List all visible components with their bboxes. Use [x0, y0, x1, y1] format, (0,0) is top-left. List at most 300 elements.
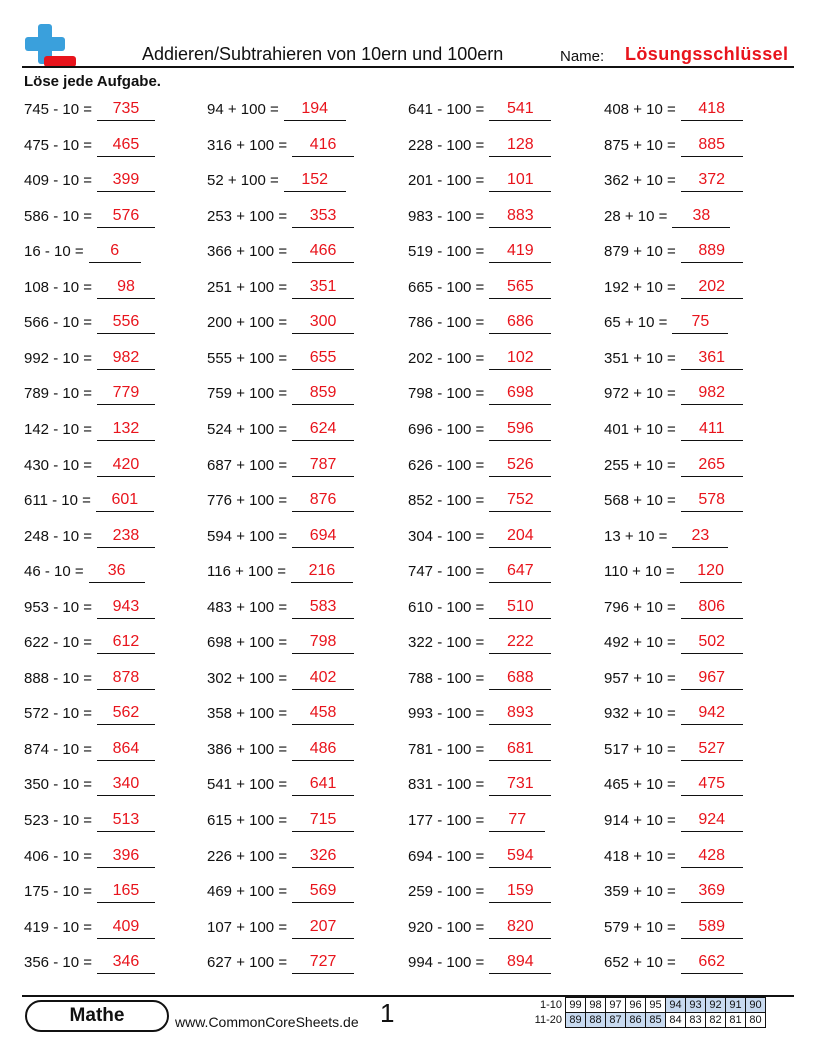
- page-title: Addieren/Subtrahieren von 10ern und 100ern: [142, 44, 504, 64]
- answer-blank[interactable]: 369: [681, 881, 743, 903]
- problem-item: [408, 915, 551, 939]
- problem-item: [207, 381, 354, 405]
- problem-equation: 366 + 100 =: [207, 243, 288, 261]
- problem-equation: 541 + 100 =: [207, 776, 288, 794]
- problem-equation: 615 + 100 =: [207, 812, 288, 829]
- problem-item: [207, 239, 354, 263]
- problem-equation: 142 - 10 =: [24, 420, 92, 438]
- answer-blank[interactable]: 36: [89, 561, 145, 583]
- score-cell: 83: [686, 1013, 706, 1028]
- answer-blank[interactable]: 526: [489, 455, 551, 477]
- score-cell: 87: [606, 1013, 626, 1028]
- problem-item: [408, 417, 551, 441]
- problem-equation: 781 - 100 =: [408, 740, 485, 758]
- problem-equation: 626 - 100 =: [408, 456, 485, 474]
- answer-blank[interactable]: 399: [97, 170, 155, 192]
- answer-blank[interactable]: 967: [681, 668, 743, 690]
- problem-item: [604, 737, 743, 761]
- answer-blank[interactable]: 420: [97, 455, 155, 477]
- problem-item: [24, 772, 155, 796]
- answer-blank[interactable]: 152: [284, 170, 346, 192]
- problem-item: [24, 737, 155, 761]
- answer-blank[interactable]: 194: [284, 99, 346, 121]
- problem-equation: 316 + 100 =: [207, 136, 288, 154]
- problem-equation: 665 - 100 =: [408, 278, 485, 296]
- answer-blank[interactable]: 681: [489, 739, 551, 761]
- problem-item: [207, 417, 354, 441]
- problem-item: [24, 381, 155, 405]
- answer-blank[interactable]: 647: [489, 561, 551, 583]
- problem-equation: 627 + 100 =: [207, 954, 288, 972]
- answer-blank[interactable]: 787: [292, 455, 354, 477]
- problem-item: [24, 453, 155, 477]
- answer-blank[interactable]: 416: [292, 135, 354, 157]
- problem-item: [604, 559, 742, 583]
- problem-item: [24, 417, 155, 441]
- problem-equation: 116 + 100 =: [207, 563, 286, 581]
- problem-item: [24, 701, 155, 725]
- problem-equation: 696 - 100 =: [408, 420, 485, 438]
- problem-item: [24, 595, 155, 619]
- problem-equation: 52 + 100 =: [207, 172, 279, 190]
- answer-blank[interactable]: 735: [97, 99, 155, 121]
- answer-blank[interactable]: 893: [489, 703, 551, 725]
- answer-blank[interactable]: 300: [292, 312, 354, 334]
- answer-blank[interactable]: 396: [97, 846, 155, 868]
- problem-item: [604, 630, 743, 654]
- problem-equation: 698 + 100 =: [207, 634, 288, 652]
- problem-item: [207, 346, 354, 370]
- score-cell: 80: [746, 1013, 766, 1028]
- problem-equation: 356 - 10 =: [24, 954, 92, 972]
- problem-item: [24, 630, 155, 654]
- answer-blank[interactable]: 562: [97, 703, 155, 725]
- problem-item: [408, 844, 551, 868]
- answer-blank[interactable]: 942: [681, 703, 743, 725]
- answer-blank[interactable]: 75: [672, 312, 728, 334]
- answer-blank[interactable]: 641: [292, 774, 354, 796]
- answer-blank[interactable]: 889: [681, 241, 743, 263]
- answer-blank[interactable]: 589: [681, 917, 743, 939]
- problem-equation: 641 - 100 =: [408, 101, 485, 118]
- problem-item: [408, 310, 551, 334]
- problem-item: [24, 559, 145, 583]
- problem-item: [207, 595, 354, 619]
- problem-item: [207, 168, 346, 192]
- problem-equation: 572 - 10 =: [24, 705, 92, 723]
- problem-item: [24, 346, 155, 370]
- answer-blank[interactable]: 204: [489, 526, 551, 548]
- problem-item: [24, 310, 155, 334]
- answer-blank[interactable]: 883: [489, 206, 551, 228]
- problem-equation: 555 + 100 =: [207, 349, 288, 367]
- problem-item: [24, 204, 155, 228]
- problem-equation: 65 + 10 =: [604, 314, 668, 332]
- answer-blank[interactable]: 77: [489, 810, 545, 832]
- answer-blank[interactable]: 120: [680, 561, 742, 583]
- problem-equation: 622 - 10 =: [24, 634, 92, 652]
- problem-item: [408, 772, 551, 796]
- problem-equation: 192 + 10 =: [604, 278, 676, 296]
- problem-item: [604, 346, 743, 370]
- problem-item: [604, 950, 743, 974]
- problem-item: [207, 950, 354, 974]
- problem-item: [604, 275, 743, 299]
- problem-equation: 524 + 100 =: [207, 420, 288, 438]
- problem-equation: 201 - 100 =: [408, 172, 485, 190]
- answer-blank[interactable]: 101: [489, 170, 551, 192]
- problem-item: [408, 630, 551, 654]
- problem-item: [207, 879, 354, 903]
- problem-equation: 401 + 10 =: [604, 420, 676, 438]
- score-cell: 93: [686, 998, 706, 1013]
- problem-equation: 177 - 100 =: [408, 812, 485, 829]
- problem-item: [604, 97, 743, 121]
- answer-blank[interactable]: 502: [681, 632, 743, 654]
- problem-item: [24, 97, 155, 121]
- name-label: Name:: [560, 48, 605, 65]
- problem-item: [24, 239, 141, 263]
- problem-equation: 879 + 10 =: [604, 243, 676, 261]
- answer-blank[interactable]: 458: [292, 703, 354, 725]
- score-cell: 81: [726, 1013, 746, 1028]
- brand-badge: Mathe: [25, 1000, 169, 1032]
- problem-equation: 579 + 10 =: [604, 918, 676, 936]
- answer-blank[interactable]: 694: [292, 526, 354, 548]
- problem-item: [24, 168, 155, 192]
- problem-item: [408, 346, 551, 370]
- problem-item: [604, 844, 743, 868]
- answer-blank[interactable]: 859: [292, 383, 354, 405]
- problem-equation: 469 + 100 =: [207, 883, 288, 901]
- problem-equation: 796 + 10 =: [604, 598, 676, 616]
- answer-blank[interactable]: 340: [97, 774, 155, 796]
- problem-equation: 652 + 10 =: [604, 954, 676, 972]
- page-number: 1: [380, 998, 395, 1028]
- problem-item: [604, 310, 728, 334]
- problem-item: [408, 204, 551, 228]
- problem-equation: 94 + 100 =: [207, 101, 279, 118]
- answer-blank[interactable]: 372: [681, 170, 743, 192]
- answer-blank[interactable]: 569: [292, 881, 354, 903]
- answer-blank[interactable]: 583: [292, 597, 354, 619]
- problem-equation: 430 - 10 =: [24, 456, 92, 474]
- problem-item: [604, 808, 743, 832]
- answer-blank[interactable]: 943: [97, 597, 155, 619]
- problem-equation: 418 + 10 =: [604, 847, 676, 865]
- problem-item: [408, 275, 551, 299]
- problem-equation: 914 + 10 =: [604, 812, 676, 829]
- score-cell: 91: [726, 998, 746, 1013]
- answer-blank[interactable]: 159: [489, 881, 551, 903]
- problem-item: [207, 559, 353, 583]
- answer-blank[interactable]: 465: [97, 135, 155, 157]
- problem-equation: 46 - 10 =: [24, 563, 84, 581]
- answer-blank[interactable]: 326: [292, 846, 354, 868]
- answer-blank[interactable]: 466: [292, 241, 354, 263]
- problem-item: [207, 453, 354, 477]
- answer-blank[interactable]: 662: [681, 952, 743, 974]
- problem-equation: 517 + 10 =: [604, 740, 676, 758]
- problem-item: [207, 275, 354, 299]
- score-row-label: 11-20: [534, 1014, 562, 1026]
- answer-blank[interactable]: 541: [489, 99, 551, 121]
- answer-blank[interactable]: 98: [97, 277, 155, 299]
- problem-equation: 108 - 10 =: [24, 278, 92, 296]
- answer-blank[interactable]: 207: [292, 917, 354, 939]
- score-cell: 98: [586, 998, 606, 1013]
- problem-item: [207, 524, 354, 548]
- answer-blank[interactable]: 806: [681, 597, 743, 619]
- answer-blank[interactable]: 578: [681, 490, 743, 512]
- problem-equation: 386 + 100 =: [207, 740, 288, 758]
- answer-blank[interactable]: 102: [489, 348, 551, 370]
- problem-item: [408, 879, 551, 903]
- problem-equation: 831 - 100 =: [408, 776, 485, 794]
- problem-equation: 248 - 10 =: [24, 527, 92, 545]
- score-cell: 90: [746, 998, 766, 1013]
- problem-item: [408, 559, 551, 583]
- problem-item: [604, 524, 728, 548]
- problem-item: [207, 772, 354, 796]
- answer-blank[interactable]: 402: [292, 668, 354, 690]
- problem-item: [207, 133, 354, 157]
- problem-item: [207, 204, 354, 228]
- answer-blank[interactable]: 527: [681, 739, 743, 761]
- problem-equation: 255 + 10 =: [604, 456, 676, 474]
- problem-equation: 304 - 100 =: [408, 527, 485, 545]
- answer-blank[interactable]: 411: [681, 419, 743, 441]
- answer-blank[interactable]: 779: [97, 383, 155, 405]
- score-cell: 84: [666, 1013, 686, 1028]
- problem-equation: 789 - 10 =: [24, 385, 92, 403]
- problem-item: [408, 737, 551, 761]
- problem-equation: 492 + 10 =: [604, 634, 676, 652]
- problem-item: [604, 417, 743, 441]
- answer-blank[interactable]: 513: [97, 810, 155, 832]
- problem-item: [408, 488, 551, 512]
- score-cell: 89: [566, 1013, 586, 1028]
- problem-equation: 175 - 10 =: [24, 883, 92, 901]
- score-table: [526, 997, 766, 1028]
- problem-equation: 745 - 10 =: [24, 101, 92, 118]
- answer-blank[interactable]: 6: [89, 241, 141, 263]
- problem-item: [604, 204, 730, 228]
- answer-blank[interactable]: 612: [97, 632, 155, 654]
- problem-equation: 776 + 100 =: [207, 492, 288, 510]
- score-row: [526, 1013, 766, 1028]
- problem-item: [207, 701, 354, 725]
- problem-equation: 586 - 10 =: [24, 207, 92, 225]
- answer-blank[interactable]: 624: [292, 419, 354, 441]
- problem-item: [207, 488, 354, 512]
- answer-blank[interactable]: 876: [292, 490, 354, 512]
- problem-equation: 888 - 10 =: [24, 669, 92, 687]
- problem-equation: 351 + 10 =: [604, 349, 676, 367]
- answer-blank[interactable]: 594: [489, 846, 551, 868]
- answer-blank[interactable]: 715: [292, 810, 354, 832]
- answer-blank[interactable]: 565: [489, 277, 551, 299]
- problem-equation: 786 - 100 =: [408, 314, 485, 332]
- problem-item: [24, 950, 155, 974]
- problem-equation: 932 + 10 =: [604, 705, 676, 723]
- answer-blank[interactable]: 576: [97, 206, 155, 228]
- problem-equation: 993 - 100 =: [408, 705, 485, 723]
- problem-equation: 253 + 100 =: [207, 207, 288, 225]
- problem-item: [24, 915, 155, 939]
- problem-item: [207, 630, 354, 654]
- problem-item: [408, 808, 545, 832]
- answer-blank[interactable]: 510: [489, 597, 551, 619]
- problem-item: [408, 950, 551, 974]
- problem-equation: 251 + 100 =: [207, 278, 288, 296]
- problem-equation: 302 + 100 =: [207, 669, 288, 687]
- problem-item: [408, 97, 551, 121]
- answer-blank[interactable]: 238: [97, 526, 155, 548]
- answer-blank[interactable]: 556: [97, 312, 155, 334]
- problem-equation: 226 + 100 =: [207, 847, 288, 865]
- problem-item: [604, 666, 743, 690]
- answer-blank[interactable]: 752: [489, 490, 551, 512]
- answer-blank[interactable]: 596: [489, 419, 551, 441]
- problem-equation: 408 + 10 =: [604, 101, 676, 118]
- website-link[interactable]: www.CommonCoreSheets.de: [175, 1014, 359, 1030]
- problem-item: [408, 595, 551, 619]
- problem-item: [408, 239, 551, 263]
- answer-blank[interactable]: 698: [489, 383, 551, 405]
- answer-blank[interactable]: 409: [97, 917, 155, 939]
- problem-equation: 200 + 100 =: [207, 314, 288, 332]
- answer-blank[interactable]: 165: [97, 881, 155, 903]
- problem-equation: 475 - 10 =: [24, 136, 92, 154]
- answer-blank[interactable]: 688: [489, 668, 551, 690]
- answer-blank[interactable]: 38: [672, 206, 730, 228]
- problem-item: [408, 381, 551, 405]
- problem-equation: 350 - 10 =: [24, 776, 92, 794]
- problem-equation: 107 + 100 =: [207, 918, 288, 936]
- answer-blank[interactable]: 486: [292, 739, 354, 761]
- score-cell: 99: [566, 998, 586, 1013]
- problem-item: [604, 772, 743, 796]
- answer-blank[interactable]: 864: [97, 739, 155, 761]
- score-cell: 94: [666, 998, 686, 1013]
- problem-item: [24, 844, 155, 868]
- answer-blank[interactable]: 428: [681, 846, 743, 868]
- score-cell: 86: [626, 1013, 646, 1028]
- problem-equation: 409 - 10 =: [24, 172, 92, 190]
- problem-equation: 568 + 10 =: [604, 492, 676, 510]
- answer-blank[interactable]: 351: [292, 277, 354, 299]
- problem-equation: 992 - 10 =: [24, 349, 92, 367]
- answer-blank[interactable]: 202: [681, 277, 743, 299]
- answer-blank[interactable]: 23: [672, 526, 728, 548]
- problem-equation: 920 - 100 =: [408, 918, 485, 936]
- answer-blank[interactable]: 727: [292, 952, 354, 974]
- answer-blank[interactable]: 982: [97, 348, 155, 370]
- problem-equation: 566 - 10 =: [24, 314, 92, 332]
- problem-equation: 798 - 100 =: [408, 385, 485, 403]
- answer-blank[interactable]: 798: [292, 632, 354, 654]
- problem-item: [408, 453, 551, 477]
- answer-blank[interactable]: 419: [489, 241, 551, 263]
- problem-item: [604, 595, 743, 619]
- problem-item: [207, 915, 354, 939]
- problem-equation: 747 - 100 =: [408, 563, 485, 581]
- answer-blank[interactable]: 655: [292, 348, 354, 370]
- answer-blank[interactable]: 418: [681, 99, 743, 121]
- answer-blank[interactable]: 885: [681, 135, 743, 157]
- score-cell: 95: [646, 998, 666, 1013]
- problem-equation: 519 - 100 =: [408, 243, 485, 261]
- score-cell: 85: [646, 1013, 666, 1028]
- problem-equation: 759 + 100 =: [207, 385, 288, 403]
- problem-equation: 202 - 100 =: [408, 349, 485, 367]
- score-cell: 97: [606, 998, 626, 1013]
- answer-blank[interactable]: 265: [681, 455, 743, 477]
- problem-equation: 687 + 100 =: [207, 456, 288, 474]
- problem-item: [604, 133, 743, 157]
- answer-blank[interactable]: 878: [97, 668, 155, 690]
- problem-equation: 852 - 100 =: [408, 492, 485, 510]
- problem-equation: 610 - 100 =: [408, 598, 485, 616]
- problem-equation: 110 + 10 =: [604, 563, 675, 581]
- problem-equation: 953 - 10 =: [24, 598, 92, 616]
- problem-item: [604, 453, 743, 477]
- problem-equation: 875 + 10 =: [604, 136, 676, 154]
- problem-equation: 483 + 100 =: [207, 598, 288, 616]
- answer-blank[interactable]: 924: [681, 810, 743, 832]
- problem-item: [207, 310, 354, 334]
- problem-item: [24, 879, 155, 903]
- answer-blank[interactable]: 222: [489, 632, 551, 654]
- problem-item: [604, 488, 743, 512]
- answer-blank[interactable]: 731: [489, 774, 551, 796]
- answer-blank[interactable]: 894: [489, 952, 551, 974]
- problem-equation: 465 + 10 =: [604, 776, 676, 794]
- answer-blank[interactable]: 216: [291, 561, 353, 583]
- problem-equation: 994 - 100 =: [408, 954, 485, 972]
- problem-item: [408, 133, 551, 157]
- problem-item: [24, 488, 154, 512]
- answer-blank[interactable]: 346: [97, 952, 155, 974]
- answer-blank[interactable]: 601: [96, 490, 154, 512]
- problem-item: [24, 808, 155, 832]
- instructions: Löse jede Aufgabe.: [24, 73, 161, 90]
- score-cell: 88: [586, 1013, 606, 1028]
- answer-blank[interactable]: 361: [681, 348, 743, 370]
- answer-blank[interactable]: 475: [681, 774, 743, 796]
- problem-item: [408, 168, 551, 192]
- answer-blank[interactable]: 982: [681, 383, 743, 405]
- problem-equation: 983 - 100 =: [408, 207, 485, 225]
- problem-item: [408, 666, 551, 690]
- problem-equation: 694 - 100 =: [408, 847, 485, 865]
- problem-item: [207, 666, 354, 690]
- problem-item: [408, 524, 551, 548]
- problem-item: [207, 808, 354, 832]
- answer-blank[interactable]: 132: [97, 419, 155, 441]
- problem-item: [604, 381, 743, 405]
- problem-equation: 972 + 10 =: [604, 385, 676, 403]
- answer-blank[interactable]: 353: [292, 206, 354, 228]
- answer-blank[interactable]: 820: [489, 917, 551, 939]
- problem-item: [24, 524, 155, 548]
- problem-equation: 957 + 10 =: [604, 669, 676, 687]
- score-row-label: 1-10: [539, 999, 562, 1011]
- answer-blank[interactable]: 128: [489, 135, 551, 157]
- problem-item: [24, 275, 155, 299]
- answer-blank[interactable]: 686: [489, 312, 551, 334]
